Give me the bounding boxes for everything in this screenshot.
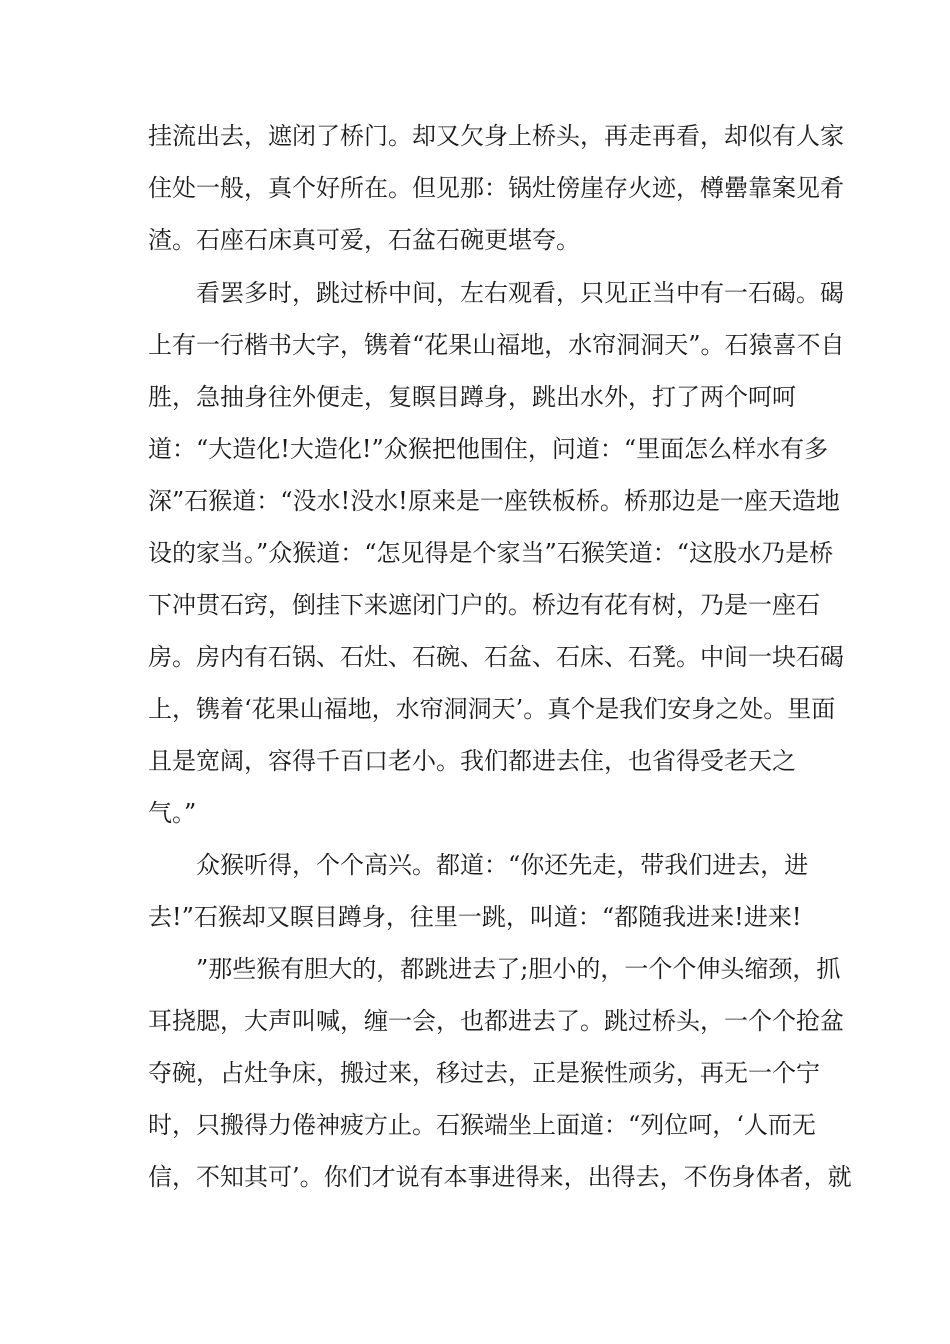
text-line: 夺碗，占灶争床，搬过来，移过去，正是猴性顽劣，再无一个宁	[148, 1059, 820, 1087]
text-line: 上有一行楷书大字，镌着“花果山福地，水帘洞洞天”。石猿喜不自	[148, 331, 845, 359]
paragraph-start-line: ”那些猴有胆大的，都跳进去了;胆小的，一个个伸头缩颈，抓	[196, 955, 841, 983]
paragraph-start-line: 众猴听得，个个高兴。都道：“你还先走，带我们进去，进	[196, 851, 809, 879]
text-line: 胜，急抽身往外便走，复瞑目蹲身，跳出水外，打了两个呵呵	[148, 383, 796, 411]
text-line: 耳挠腮，大声叫喊，缠一会，也都进去了。跳过桥头，一个个抢盆	[148, 1007, 844, 1035]
text-line: 上，镌着‘花果山福地，水帘洞洞天’。真个是我们安身之处。里面	[148, 695, 836, 723]
text-line: 时，只搬得力倦神疲方止。石猴端坐上面道：“列位呵，‘人而无	[148, 1111, 816, 1139]
text-line: 挂流出去，遮闭了桥门。却又欠身上桥头，再走再看，却似有人家	[148, 122, 844, 150]
text-line: 下冲贯石窍，倒挂下来遮闭门户的。桥边有花有树，乃是一座石	[148, 591, 820, 619]
text-line: 且是宽阔，容得千百口老小。我们都进去住，也省得受老天之	[148, 747, 796, 775]
text-line: 房。房内有石锅、石灶、石碗、石盆、石床、石凳。中间一块石碣	[148, 643, 844, 671]
text-line: 去!”石猴却又瞑目蹲身，往里一跳，叫道：“都随我进来!进来!	[148, 903, 802, 931]
text-line: 住处一般，真个好所在。但见那：锅灶傍崖存火迹，樽罍靠案见肴	[148, 174, 844, 202]
paragraph-start-line: 看罢多时，跳过桥中间，左右观看，只见正当中有一石碣。碣	[196, 279, 844, 307]
text-line: 道：“大造化!大造化!”众猴把他围住，问道：“里面怎么样水有多	[148, 435, 829, 463]
text-line: 设的家当。”众猴道：“怎见得是个家当”石猴笑道：“这股水乃是桥	[148, 539, 834, 567]
text-line: 信，不知其可’。你们才说有本事进得来，出得去，不伤身体者，就	[148, 1163, 852, 1191]
text-line: 渣。石座石床真可爱，石盆石碗更堪夸。	[148, 226, 580, 254]
text-line: 气。”	[148, 799, 197, 827]
text-line: 深”石猴道：“没水!没水!原来是一座铁板桥。桥那边是一座天造地	[148, 487, 840, 515]
